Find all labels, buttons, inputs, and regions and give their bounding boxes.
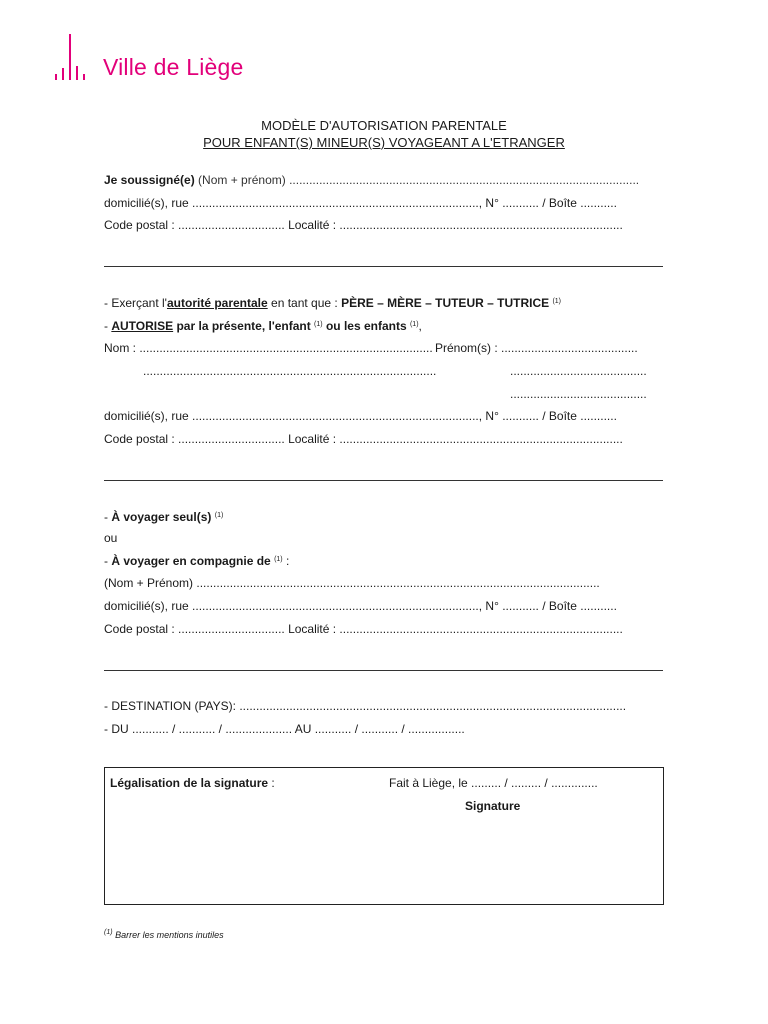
voyager-compagnie-line: - À voyager en compagnie de $^{(1)}$ :: [104, 554, 290, 568]
signature-label: Signature: [465, 799, 521, 813]
domicile-line: domicilié(s), rue ......................................................................................, N° ........... / Boîte ...........: [104, 409, 617, 423]
autorise-line: - AUTORISE par la présente, l'enfant $^{(1)}$ ou les enfants $^{(1)}$,: [104, 319, 422, 333]
logo-text: Ville de Liège: [103, 54, 244, 80]
exercant-line: - Exerçant l'autorité parentale en tant que : PÈRE – MÈRE – TUTEUR – TUTRICE $^{(1)}$: [104, 296, 562, 310]
code-postal-line: Code postal : ................................ Localité : .....................................................................................: [104, 218, 623, 232]
signature-box: [104, 767, 664, 905]
nom-continuation: ........................................................................................: [143, 364, 437, 378]
doc-subtitle: POUR ENFANT(S) MINEUR(S) VOYAGEANT A L'ETRANGER: [203, 135, 565, 150]
divider: [104, 266, 663, 267]
logo-bar: [83, 74, 85, 80]
destination-line: - DESTINATION (PAYS): ....................................................................................................................: [104, 699, 627, 713]
prenom-line: Prénom(s) : .........................................: [435, 341, 638, 355]
nom-prenom-line: (Nom + Prénom) .........................................................................................................................: [104, 576, 600, 590]
ou-line: ou: [104, 531, 118, 545]
legalisation-label: Légalisation de la signature :: [110, 776, 275, 790]
logo-bar: [55, 74, 57, 80]
divider: [104, 670, 663, 671]
voyager-seul-line: - À voyager seul(s) $^{(1)}$: [104, 510, 224, 524]
logo-bar: [69, 34, 71, 80]
code-postal-line: Code postal : ................................ Localité : .....................................................................................: [104, 432, 623, 446]
dates-line: - DU ........... / ........... / .................... AU ........... / ........... / .................: [104, 722, 465, 736]
nom-line: Nom : ........................................................................................: [104, 341, 433, 355]
domicile-line: domicilié(s), rue ......................................................................................, N° ........... / Boîte ...........: [104, 599, 617, 613]
soussigne-line: Je soussigné(e) (Nom + prénom) .........................................................................................................: [104, 173, 640, 187]
prenom-continuation: .........................................: [510, 364, 647, 378]
logo-bar: [62, 68, 64, 80]
domicile-line: domicilié(s), rue ......................................................................................, N° ........... / Boîte ...........: [104, 196, 617, 210]
footnote: $^{(1)}$ Barrer les mentions inutiles: [104, 929, 224, 940]
divider: [104, 480, 663, 481]
prenom-continuation: .........................................: [510, 387, 647, 401]
fait-a-liege-line: Fait à Liège, le ......... / ......... / ..............: [389, 776, 598, 790]
code-postal-line: Code postal : ................................ Localité : .....................................................................................: [104, 622, 623, 636]
logo-bar: [76, 66, 78, 80]
doc-title: MODÈLE D'AUTORISATION PARENTALE: [261, 118, 507, 133]
